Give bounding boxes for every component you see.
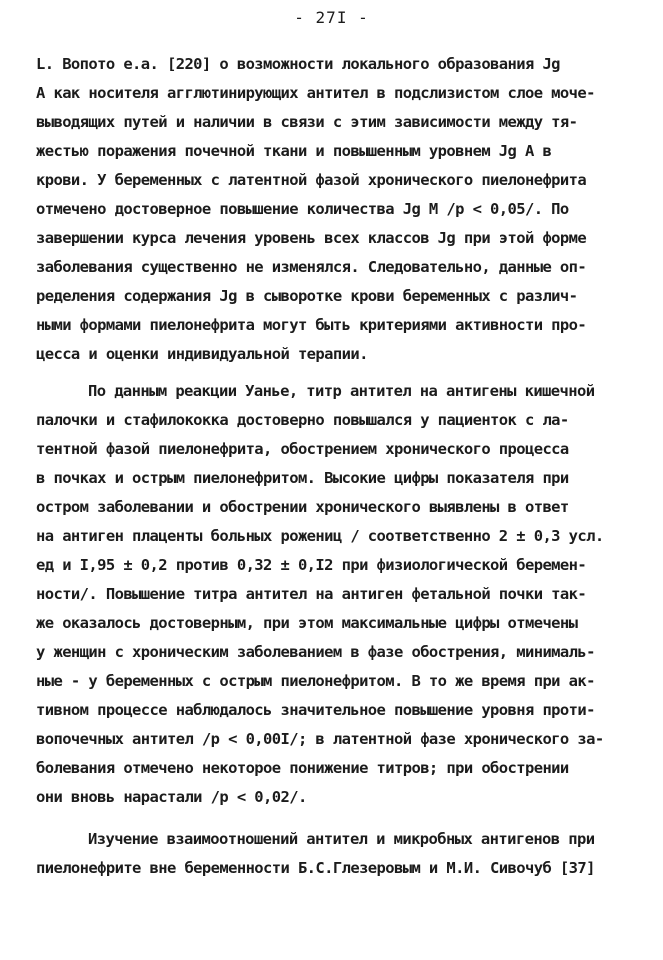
text-line: у женщин с хроническим заболеванием в фазе обострения, минималь- <box>36 643 595 661</box>
text-line: ед и I,95 ± 0,2 против 0,32 ± 0,I2 при физиологической беремен- <box>36 556 587 574</box>
paragraph-start-line: Изучение взаимоотношений антител и микробных антигенов при <box>88 830 595 848</box>
text-line: крови. У беременных с латентной фазой хронического пиелонефрита <box>36 171 587 189</box>
page-number: - 27I - <box>294 8 369 27</box>
text-line: цесса и оценки индивидуальной терапии. <box>36 345 368 363</box>
text-line: же оказалось достоверным, при этом максимальные цифры отмечены <box>36 614 578 632</box>
text-line: вопочечных антител /р < 0,00I/; в латентной фазе хронического за- <box>36 730 604 748</box>
text-line: ности/. Повышение титра антител на антиген фетальной почки так- <box>36 585 587 603</box>
text-line: отмечено достоверное повышение количества Jg М /р < 0,05/. По <box>36 200 569 218</box>
text-line: они вновь нарастали /р < 0,02/. <box>36 788 307 806</box>
text-line: пиелонефрите вне беременности Б.С.Глезеровым и М.И. Сивочуб [37] <box>36 859 595 877</box>
text-line: А как носителя агглютинирующих антител в подслизистом слое моче- <box>36 84 595 102</box>
text-line: L. Вопото e.a. [220] о возможности локального образования Jg <box>36 55 560 73</box>
text-line: тентной фазой пиелонефрита, обострением хронического процесса <box>36 440 569 458</box>
text-line: ными формами пиелонефрита могут быть критериями активности про- <box>36 316 587 334</box>
text-line: жестью поражения почечной ткани и повышенным уровнем Jg А в <box>36 142 552 160</box>
text-line: ные - у беременных с острым пиелонефритом. В то же время при ак- <box>36 672 595 690</box>
paragraph-start-line: По данным реакции Уанье, титр антител на антигены кишечной <box>88 382 595 400</box>
text-line: на антиген плаценты больных рожениц / соответственно 2 ± 0,3 усл. <box>36 527 604 545</box>
text-line: в почках и острым пиелонефритом. Высокие цифры показателя при <box>36 469 569 487</box>
text-line: заболевания существенно не изменялся. Следовательно, данные оп- <box>36 258 587 276</box>
text-line: завершении курса лечения уровень всех классов Jg при этой форме <box>36 229 587 247</box>
text-line: выводящих путей и наличии в связи с этим зависимости между тя- <box>36 113 578 131</box>
text-line: остром заболевании и обострении хронического выявлены в ответ <box>36 498 569 516</box>
text-line: ределения содержания Jg в сыворотке крови беременных с различ- <box>36 287 578 305</box>
text-line: палочки и стафилококка достоверно повышался у пациенток с ла- <box>36 411 569 429</box>
text-line: болевания отмечено некоторое понижение титров; при обострении <box>36 759 569 777</box>
text-line: тивном процессе наблюдалось значительное повышение уровня проти- <box>36 701 595 719</box>
